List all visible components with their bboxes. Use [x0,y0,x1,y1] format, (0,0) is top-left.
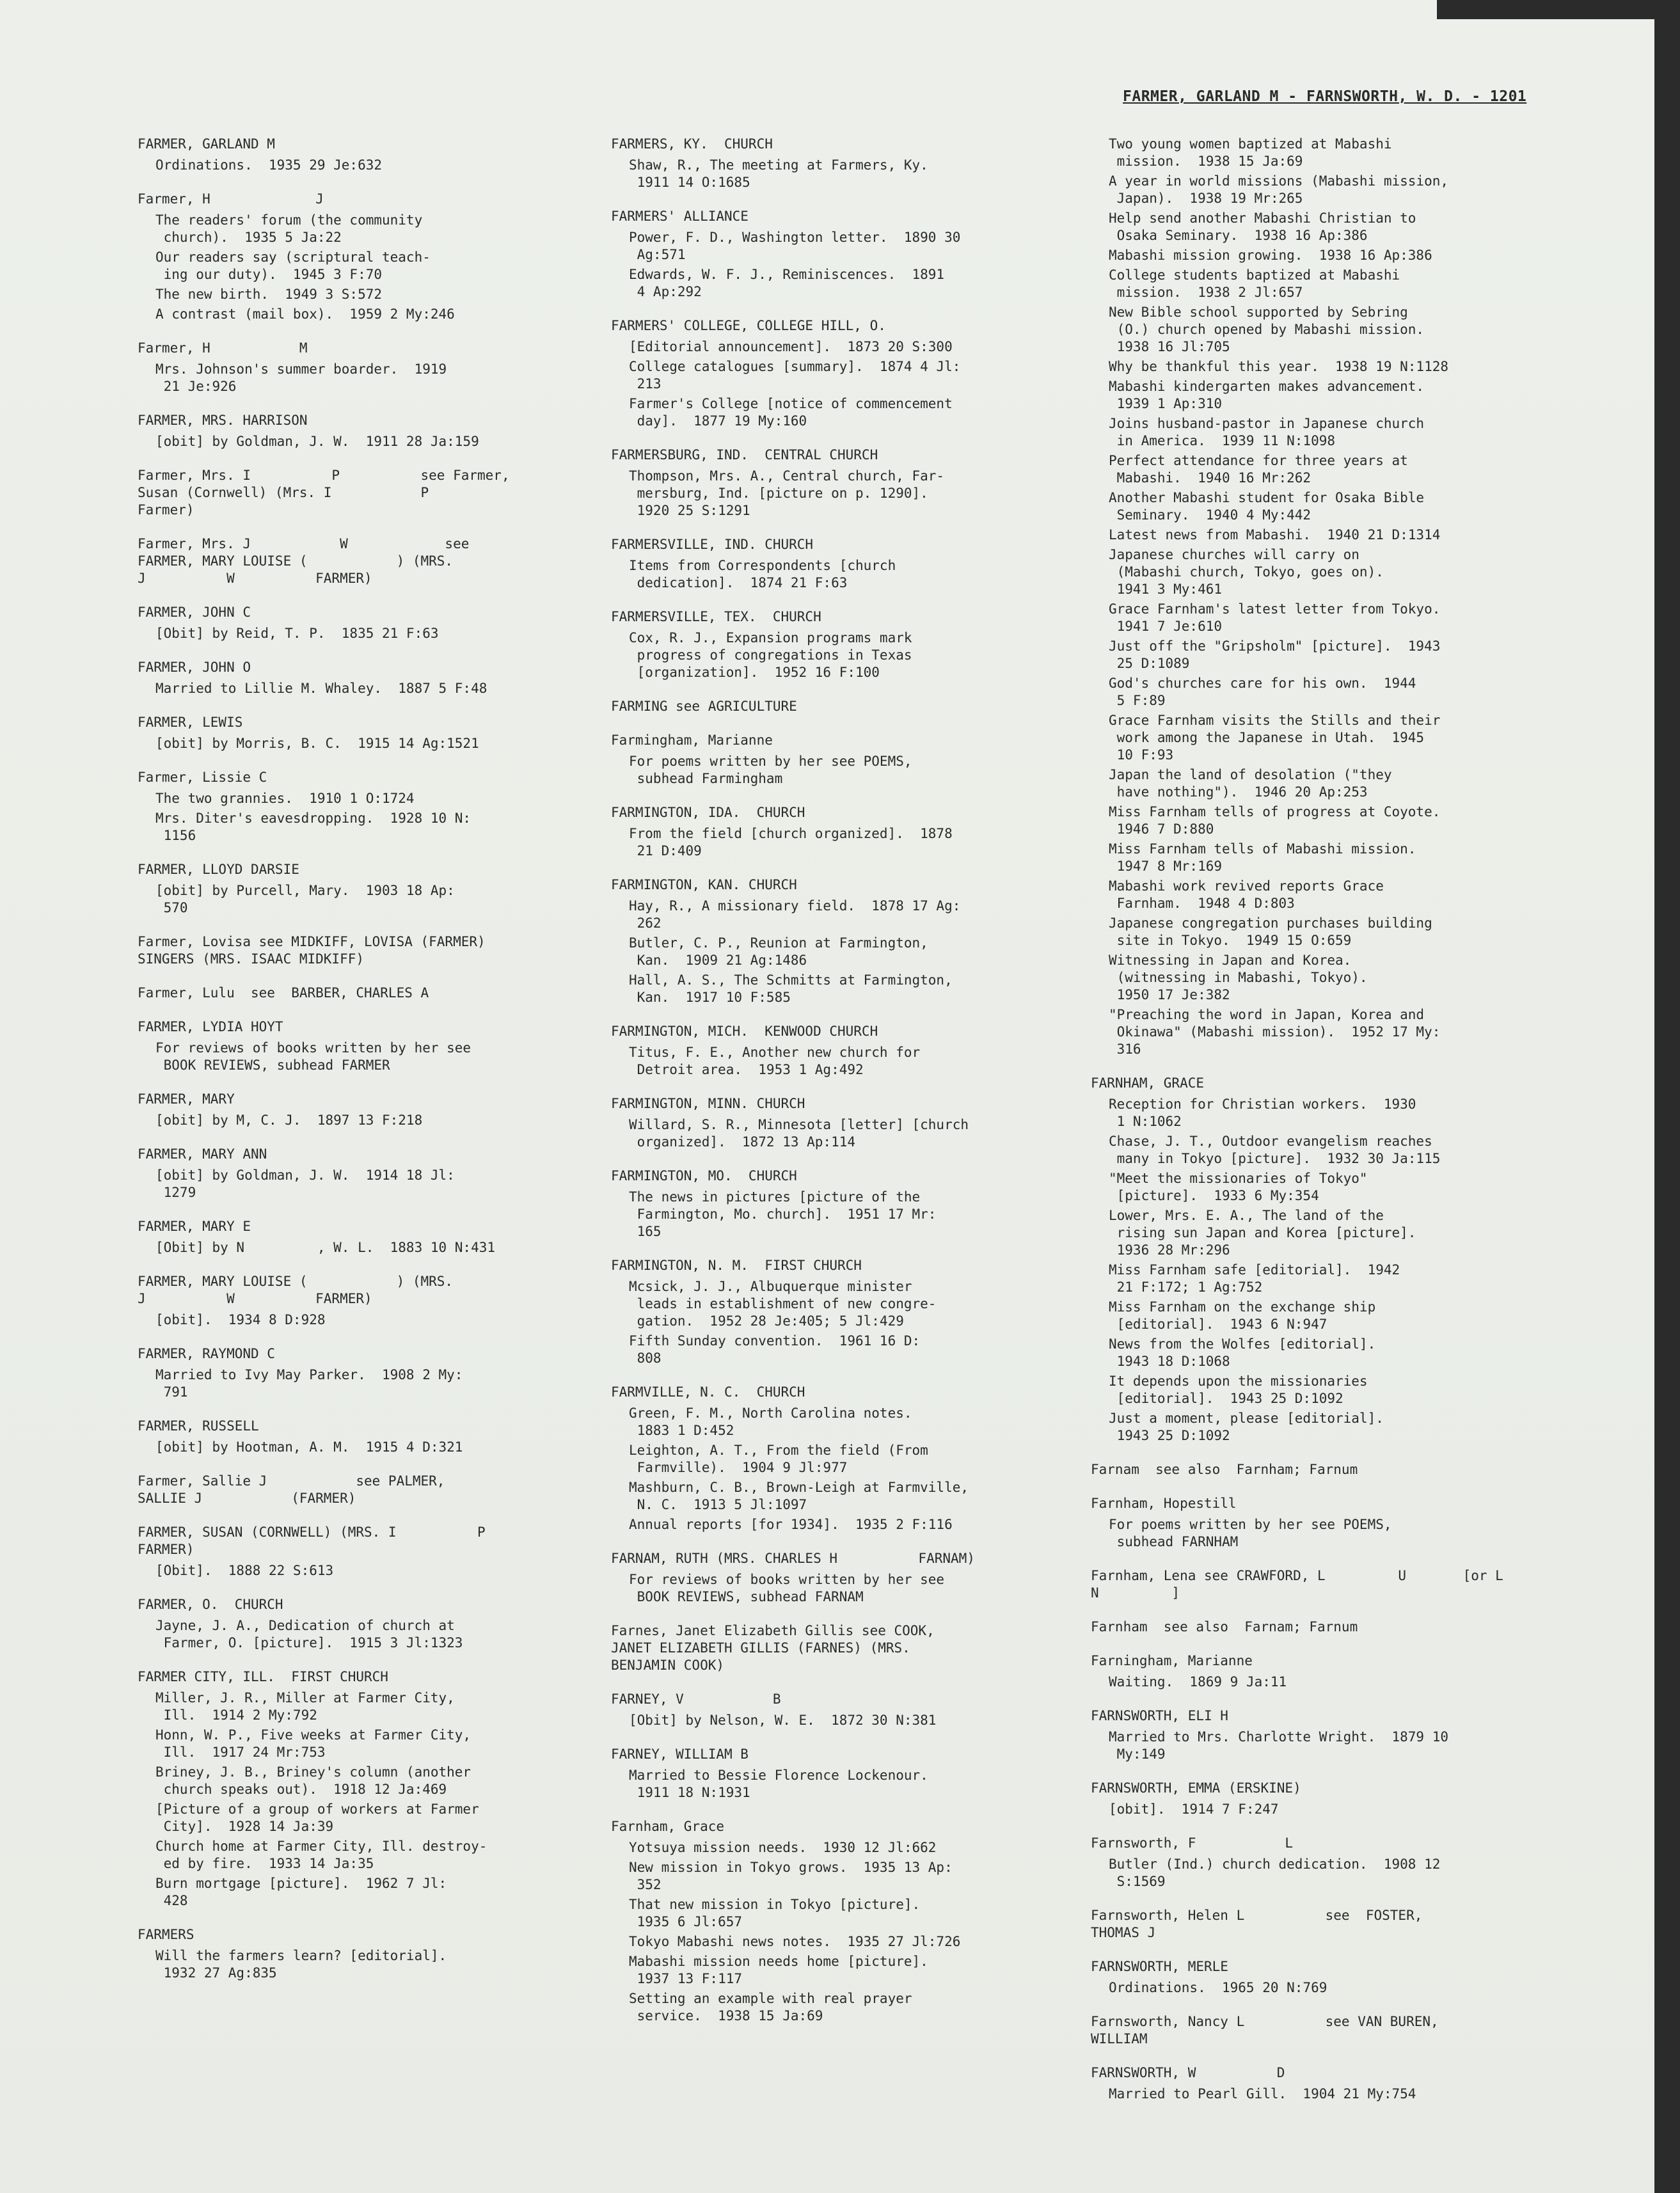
entry-citation: Annual reports [for 1934]. 1935 2 F:116 [629,1517,953,1532]
entry-heading: Farnsworth, F L [1091,1835,1294,1851]
entry-heading: FARMER, LYDIA HOYT [138,1019,283,1034]
index-entry [611,1168,1059,1240]
entry-citation: Butler, C. P., Reunion at Farmington, Kan. 1909 21 Ag:1486 [629,935,928,968]
entry-heading: Farmer, Lulu see BARBER, CHARLES A [138,985,429,1001]
index-entry [611,732,1059,788]
entry-citation: Leighton, A. T., From the field (From Farmville). 1904 9 Jl:977 [629,1443,928,1475]
entry-citation: [obit] by Goldman, J. W. 1911 28 Ja:159 [155,434,479,449]
entry-citation: Married to Lillie M. Whaley. 1887 5 F:48 [155,681,487,696]
entry-citation: [obit] by Morris, B. C. 1915 14 Ag:1521 [155,736,479,751]
entry-citation: Will the farmers learn? [editorial]. 1932 27 Ag:835 [155,1948,447,1981]
entry-citation: For reviews of books written by her see BOOK REVIEWS, subhead FARMER [155,1040,472,1073]
index-entry [138,933,585,968]
entry-citation: Our readers say (scriptural teach- ing our duty). 1945 3 F:70 [155,249,431,282]
entry-heading: Farmer, Lissie C [138,770,267,785]
entry-heading: Farnsworth, Nancy L see VAN BUREN, WILLIAM [1091,2014,1439,2047]
entry-heading: FARNSWORTH, ELI H [1091,1708,1228,1723]
index-entry [138,659,585,697]
entry-citation: Lower, Mrs. E. A., The land of the rising sun Japan and Korea [picture]. 1936 28 Mr:296 [1109,1208,1416,1258]
entry-citation: "Preaching the word in Japan, Korea and Okinawa" (Mabashi mission). 1952 17 My: 316 [1109,1007,1441,1057]
index-entry [611,1023,1059,1079]
entry-heading: FARMINGTON, IDA. CHURCH [611,805,805,820]
entry-heading: FARMINGTON, KAN. CHURCH [611,877,797,892]
entry-heading: Farnham see also Farnam; Farnum [1091,1619,1358,1635]
index-entry [611,1550,1059,1606]
entry-heading: FARMINGTON, MICH. KENWOOD CHURCH [611,1024,878,1039]
entry-heading: FARMER, MARY LOUISE ( ) (MRS. J W FARMER) [138,1274,454,1306]
index-entry [611,876,1059,1006]
entry-citation: [Obit]. 1888 22 S:613 [155,1563,334,1578]
entry-citation: Mcsick, J. J., Albuquerque minister leads in establishment of new congre- gation. 1952 28 Je:405; 5 Jl:429 [629,1279,937,1329]
index-entry [1091,1567,1539,1602]
entry-citation: Hay, R., A missionary field. 1878 17 Ag: 262 [629,898,961,931]
entry-citation: Mabashi mission growing. 1938 16 Ap:386 [1109,248,1432,263]
entry-heading: FARMER, GARLAND M [138,136,275,152]
index-entry [138,1668,585,1910]
index-entry [611,1691,1059,1729]
entry-heading: Farnam see also Farnham; Farnum [1091,1462,1358,1477]
entry-heading: Farnham, Hopestill [1091,1496,1237,1511]
entry-citation: Items from Correspondents [church dedication]. 1874 21 F:63 [629,558,896,590]
scan-border-right [1654,0,1680,2193]
entry-heading: FARNSWORTH, MERLE [1091,1959,1228,1974]
index-entry [138,985,585,1002]
entry-heading: FARMER, JOHN C [138,605,251,620]
index-entry [611,447,1059,519]
entry-heading: FARMER, O. CHURCH [138,1597,283,1612]
entry-citation: New Bible school supported by Sebring (O.) church opened by Mabashi mission. 1938 16 Jl:705 [1109,305,1425,354]
index-entry [138,340,585,395]
index-entry [138,714,585,752]
entry-citation: Miss Farnham on the exchange ship [editorial]. 1943 6 N:947 [1109,1299,1376,1332]
index-entry [611,698,1059,715]
entry-citation: [Obit] by N , W. L. 1883 10 N:431 [155,1240,496,1255]
index-entry [1091,1652,1539,1691]
entry-citation: Willard, S. R., Minnesota [letter] [church organized]. 1872 13 Ap:114 [629,1117,969,1150]
entry-citation: Thompson, Mrs. A., Central church, Far- mersburg, Ind. [picture on p. 1290]. 1920 25 S:1291 [629,468,945,518]
entry-citation: A year in world missions (Mabashi mission, Japan). 1938 19 Mr:265 [1109,173,1449,206]
entry-citation: Miller, J. R., Miller at Farmer City, Ill. 1914 2 My:792 [155,1690,455,1723]
index-entry [138,1091,585,1129]
entry-heading: FARMINGTON, MO. CHURCH [611,1168,797,1184]
entry-citation: Fifth Sunday convention. 1961 16 D: 808 [629,1333,921,1366]
index-entry [1091,136,1539,1058]
entry-heading: FARMINGTON, MINN. CHURCH [611,1096,805,1111]
entry-heading: FARNEY, WILLIAM B [611,1746,749,1762]
index-entry [138,1218,585,1256]
index-entry [1091,1075,1539,1445]
index-entry [611,1818,1059,2025]
entry-citation: Grace Farnham visits the Stills and their work among the Japanese in Utah. 1945 10 F:93 [1109,713,1441,763]
entry-citation: Two young women baptized at Mabashi mission. 1938 15 Ja:69 [1109,136,1392,169]
entry-citation: The news in pictures [picture of the Farmington, Mo. church]. 1951 17 Mr: 165 [629,1189,937,1239]
entry-citation: Power, F. D., Washington letter. 1890 30 Ag:571 [629,230,961,262]
entry-citation: Married to Pearl Gill. 1904 21 My:754 [1109,2086,1416,2102]
entry-heading: FARMVILLE, N. C. CHURCH [611,1384,805,1400]
entry-heading: FARNHAM, GRACE [1091,1075,1205,1091]
index-entry [611,1384,1059,1533]
entry-citation: [obit] by M, C. J. 1897 13 F:218 [155,1112,423,1128]
index-entry [138,1018,585,1074]
index-entry [138,136,585,174]
index-entry [138,604,585,642]
entry-citation: [obit]. 1914 7 F:247 [1109,1801,1279,1817]
index-entry [611,1095,1059,1151]
scan-border-top [1437,0,1680,19]
index-entry [611,317,1059,430]
entry-citation: Shaw, R., The meeting at Farmers, Ky. 1911 14 O:1685 [629,157,928,190]
entry-heading: Farmer, Mrs. I P see Farmer, Susan (Cornwell) (Mrs. I P Farmer) [138,468,510,518]
index-column-2 [611,136,1059,2041]
index-entry [611,1746,1059,1801]
index-entry [138,1473,585,1507]
entry-heading: Farmer, H M [138,340,308,356]
index-entry [611,1257,1059,1367]
index-entry [611,536,1059,592]
index-entry [611,608,1059,681]
index-entry [611,1622,1059,1674]
entry-citation: [obit] by Goldman, J. W. 1914 18 Jl: 1279 [155,1168,455,1200]
entry-citation: Hall, A. S., The Schmitts at Farmington, Kan. 1917 10 F:585 [629,972,953,1005]
entry-citation: Perfect attendance for three years at Mabashi. 1940 16 Mr:262 [1109,453,1408,486]
index-entry [1091,1958,1539,1997]
index-entry [1091,1461,1539,1478]
entry-citation: Latest news from Mabashi. 1940 21 D:1314 [1109,527,1441,542]
entry-heading: Farnsworth, Helen L see FOSTER, THOMAS J [1091,1908,1423,1940]
entry-heading: FARNSWORTH, W D [1091,2065,1285,2080]
entry-citation: The readers' forum (the community church). 1935 5 Ja:22 [155,212,423,245]
entry-citation: [Editorial announcement]. 1873 20 S:300 [629,339,953,354]
index-entry [138,412,585,450]
entry-citation: Honn, W. P., Five weeks at Farmer City, Ill. 1917 24 Mr:753 [155,1727,472,1760]
index-entry [1091,1619,1539,1636]
entry-citation: Just off the "Gripsholm" [picture]. 1943 25 D:1089 [1109,638,1441,671]
entry-citation: Help send another Mabashi Christian to Osaka Seminary. 1938 16 Ap:386 [1109,210,1416,243]
running-head: FARMER, GARLAND M - FARNSWORTH, W. D. - 1201 [1123,88,1527,105]
entry-citation: [obit] by Purcell, Mary. 1903 18 Ap: 570 [155,883,455,915]
entry-heading: Farmingham, Marianne [611,732,773,748]
index-entry [1091,1707,1539,1763]
entry-citation: [Obit] by Nelson, W. E. 1872 30 N:381 [629,1713,937,1728]
entry-heading: FARNAM, RUTH (MRS. CHARLES H FARNAM) [611,1551,975,1566]
entry-heading: FARMER, MARY ANN [138,1146,267,1162]
entry-citation: College catalogues [summary]. 1874 4 Jl: 213 [629,359,961,392]
index-entry [138,1146,585,1201]
entry-citation: Japanese congregation purchases building site in Tokyo. 1949 15 O:659 [1109,915,1432,948]
index-entry [1091,1835,1539,1890]
index-entry [138,1524,585,1579]
index-entry [138,1345,585,1401]
entry-citation: Edwards, W. F. J., Reminiscences. 1891 4 Ap:292 [629,267,945,299]
entry-citation: Yotsuya mission needs. 1930 12 Jl:662 [629,1840,937,1855]
entry-citation: Ordinations. 1935 29 Je:632 [155,157,383,173]
entry-citation: Why be thankful this year. 1938 19 N:1128 [1109,359,1449,374]
entry-heading: FARMER, MARY E [138,1219,251,1234]
entry-citation: Mrs. Diter's eavesdropping. 1928 10 N: 1156 [155,811,472,843]
entry-heading: FARMER CITY, ILL. FIRST CHURCH [138,1669,388,1684]
entry-heading: FARNSWORTH, EMMA (ERSKINE) [1091,1780,1301,1796]
entry-citation: [Picture of a group of workers at Farmer City]. 1928 14 Ja:39 [155,1801,479,1834]
entry-citation: Waiting. 1869 9 Ja:11 [1109,1674,1287,1690]
entry-citation: Jayne, J. A., Dedication of church at Farmer, O. [picture]. 1915 3 Jl:1323 [155,1618,463,1651]
entry-heading: FARMINGTON, N. M. FIRST CHURCH [611,1258,862,1273]
entry-heading: Farnham, Grace [611,1819,725,1834]
entry-heading: FARMERS' ALLIANCE [611,209,749,224]
entry-heading: Farnham, Lena see CRAWFORD, L U [or L N ] [1091,1568,1503,1601]
entry-heading: Farmer, Lovisa see MIDKIFF, LOVISA (FARMER) SINGERS (MRS. ISAAC MIDKIFF) [138,934,486,967]
entry-citation: Married to Bessie Florence Lockenour. 1911 18 N:1931 [629,1768,928,1800]
index-entry [138,861,585,917]
index-entry [138,191,585,323]
index-entry [1091,1495,1539,1551]
entry-citation: The new birth. 1949 3 S:572 [155,287,383,302]
index-column-1 [138,136,585,1999]
entry-citation: That new mission in Tokyo [picture]. 1935 6 Jl:657 [629,1897,921,1929]
index-entry [138,467,585,519]
entry-heading: FARMERS' COLLEGE, COLLEGE HILL, O. [611,318,886,333]
entry-heading: Farmer, H J [138,191,324,207]
entry-citation: For reviews of books written by her see BOOK REVIEWS, subhead FARNAM [629,1572,945,1604]
entry-citation: Grace Farnham's latest letter from Tokyo. 1941 7 Je:610 [1109,601,1441,634]
entry-citation: Mabashi mission needs home [picture]. 1937 13 F:117 [629,1954,928,1986]
entry-citation: Japanese churches will carry on (Mabashi church, Tokyo, goes on). 1941 3 My:461 [1109,547,1384,597]
entry-heading: Farmer, Mrs. J W see FARMER, MARY LOUISE ( ) (MRS. J W FARMER) [138,536,470,586]
index-column-3 [1091,136,1539,2119]
index-entry [138,769,585,844]
entry-citation: It depends upon the missionaries [editorial]. 1943 25 D:1092 [1109,1374,1368,1406]
entry-heading: FARMERSVILLE, IND. CHURCH [611,537,814,552]
entry-citation: The two grannies. 1910 1 O:1724 [155,791,415,806]
entry-heading: FARMERS, KY. CHURCH [611,136,773,152]
entry-citation: [obit] by Hootman, A. M. 1915 4 D:321 [155,1439,463,1455]
entry-citation: Briney, J. B., Briney's column (another church speaks out). 1918 12 Ja:469 [155,1764,472,1797]
index-entry [138,1418,585,1456]
entry-citation: For poems written by her see POEMS, subhead Farmingham [629,754,912,786]
entry-citation: Japan the land of desolation ("they have nothing"). 1946 20 Ap:253 [1109,767,1392,800]
entry-citation: Church home at Farmer City, Ill. destroy- ed by fire. 1933 14 Ja:35 [155,1839,487,1871]
index-entry [138,1273,585,1329]
entry-citation: Joins husband-pastor in Japanese church in America. 1939 11 N:1098 [1109,416,1425,448]
entry-citation: Witnessing in Japan and Korea. (witnessing in Mabashi, Tokyo). 1950 17 Je:382 [1109,953,1368,1002]
entry-heading: FARMER, JOHN O [138,660,251,675]
entry-citation: Miss Farnham safe [editorial]. 1942 21 F:172; 1 Ag:752 [1109,1262,1400,1295]
entry-heading: FARNEY, V B [611,1691,781,1707]
entry-heading: FARMER, MARY [138,1091,235,1107]
entry-citation: Cox, R. J., Expansion programs mark progress of congregations in Texas [organization]. 1952 16 F:100 [629,630,912,680]
entry-citation: [Obit] by Reid, T. P. 1835 21 F:63 [155,626,439,641]
entry-citation: Mabashi work revived reports Grace Farnham. 1948 4 D:803 [1109,878,1384,911]
entry-citation: College students baptized at Mabashi mission. 1938 2 Jl:657 [1109,267,1400,300]
index-entry [611,136,1059,191]
index-entry [1091,1907,1539,1942]
entry-heading: FARMERSBURG, IND. CENTRAL CHURCH [611,447,878,463]
entry-citation: Tokyo Mabashi news notes. 1935 27 Jl:726 [629,1934,961,1949]
entry-citation: A contrast (mail box). 1959 2 My:246 [155,306,455,322]
entry-citation: Married to Mrs. Charlotte Wright. 1879 10 My:149 [1109,1729,1449,1762]
entry-citation: From the field [church organized]. 1878 21 D:409 [629,826,953,859]
entry-citation: [obit]. 1934 8 D:928 [155,1312,326,1327]
entry-heading: FARMER, LEWIS [138,715,243,730]
entry-citation: God's churches care for his own. 1944 5 F:89 [1109,676,1416,708]
entry-citation: Setting an example with real prayer service. 1938 15 Ja:69 [629,1991,912,2023]
entry-heading: FARMING see AGRICULTURE [611,699,797,714]
entry-heading: FARMERSVILLE, TEX. CHURCH [611,609,821,624]
entry-citation: Burn mortgage [picture]. 1962 7 Jl: 428 [155,1876,447,1908]
entry-citation: Butler (Ind.) church dedication. 1908 12 S:1569 [1109,1857,1441,1889]
index-entry [138,535,585,587]
entry-citation: Green, F. M., North Carolina notes. 1883 1 D:452 [629,1405,912,1438]
entry-citation: Reception for Christian workers. 1930 1 N:1062 [1109,1096,1416,1129]
entry-heading: Farningham, Marianne [1091,1653,1253,1668]
entry-citation: Married to Ivy May Parker. 1908 2 My: 791 [155,1367,463,1400]
entry-citation: Miss Farnham tells of Mabashi mission. 1947 8 Mr:169 [1109,841,1416,874]
entry-heading: Farnes, Janet Elizabeth Gillis see COOK, JANET ELIZABETH GILLIS (FARNES) (MRS. BENJAMIN COOK) [611,1623,935,1673]
entry-citation: For poems written by her see POEMS, subhead FARNHAM [1109,1517,1392,1549]
entry-heading: FARMER, RUSSELL [138,1418,259,1434]
entry-heading: FARMER, SUSAN (CORNWELL) (MRS. I P FARMER) [138,1524,486,1557]
entry-citation: New mission in Tokyo grows. 1935 13 Ap: 352 [629,1860,953,1892]
entry-heading: Farmer, Sallie J see PALMER, SALLIE J (FARMER) [138,1473,445,1506]
entry-heading: FARMERS [138,1927,194,1942]
entry-citation: Mabashi kindergarten makes advancement. 1939 1 Ap:310 [1109,379,1425,411]
entry-heading: FARMER, LLOYD DARSIE [138,862,299,877]
index-entry [138,1926,585,1982]
entry-heading: FARMER, MRS. HARRISON [138,413,308,428]
entry-citation: "Meet the missionaries of Tokyo" [picture]. 1933 6 My:354 [1109,1171,1368,1203]
entry-citation: Mrs. Johnson's summer boarder. 1919 21 Je:926 [155,361,447,394]
index-entry [1091,1780,1539,1818]
entry-heading: FARMER, RAYMOND C [138,1346,275,1361]
entry-citation: Chase, J. T., Outdoor evangelism reaches many in Tokyo [picture]. 1932 30 Ja:115 [1109,1134,1441,1166]
entry-citation: Another Mabashi student for Osaka Bible Seminary. 1940 4 My:442 [1109,490,1425,523]
entry-citation: Farmer's College [notice of commencement day]. 1877 19 My:160 [629,396,953,429]
index-entry [1091,2064,1539,2103]
index-entry [611,208,1059,301]
index-entry [1091,2013,1539,2048]
entry-citation: Mashburn, C. B., Brown-Leigh at Farmville, N. C. 1913 5 Jl:1097 [629,1480,969,1512]
index-entry [138,1596,585,1652]
entry-citation: Ordinations. 1965 20 N:769 [1109,1980,1327,1995]
entry-citation: News from the Wolfes [editorial]. 1943 18 D:1068 [1109,1336,1376,1369]
index-entry [611,804,1059,860]
entry-citation: Miss Farnham tells of progress at Coyote. 1946 7 D:880 [1109,804,1441,837]
entry-citation: Just a moment, please [editorial]. 1943 25 D:1092 [1109,1411,1384,1443]
entry-citation: Titus, F. E., Another new church for Detroit area. 1953 1 Ag:492 [629,1045,921,1077]
